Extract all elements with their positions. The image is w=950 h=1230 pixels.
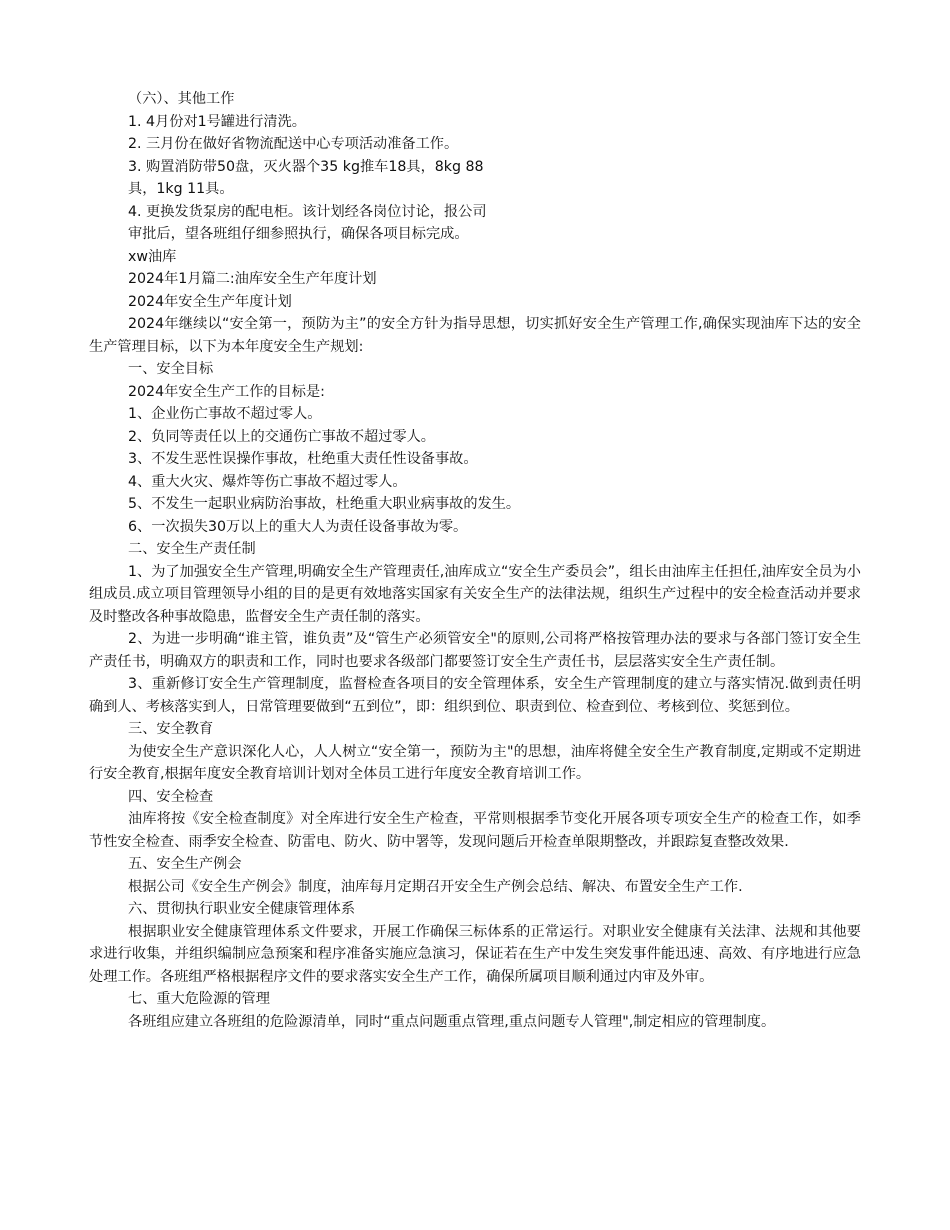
text-line: 审批后，望各班组仔细参照执行，确保各项目标完成。 bbox=[128, 226, 469, 242]
text-line: 3. 购置消防带50盘，灭火器个35 kg推车18具，8kg 88 bbox=[128, 158, 484, 175]
text-line: 2. 三月份在做好省物流配送中心专项活动准备工作。 bbox=[128, 136, 459, 152]
text-line: 五、安全生产例会 bbox=[128, 856, 242, 872]
text-line: 三、安全教育 bbox=[128, 721, 214, 737]
text-line: 2、负同等责任以上的交通伤亡事故不超过零人。 bbox=[128, 428, 435, 445]
text-line: 六、贯彻执行职业安全健康管理体系 bbox=[128, 901, 356, 917]
text-line: 1. 4月份对1号罐进行清洗。 bbox=[128, 113, 306, 130]
paragraph: 油库将按《安全检查制度》对全库进行安全生产检查，平常则根据季节变化开展各项专项安全生产的检查工作，如季节性安全检查、雨季安全检查、防雷电、防火、防中署等，发现问题后开检查单限期整改，并跟踪复查整改效果. bbox=[89, 811, 861, 850]
paragraph: 根据职业安全健康管理体系文件要求，开展工作确保三标体系的正常运行。对职业安全健康有关法津、法规和其他要求进行收集，并组织编制应急预案和程序准备实施应急演习，保证若在生产中发生突发事件能迅速、高效、有序地进行应急处理工作。各班组严格根据程序文件的要求落实安全生产工作，确保所属项目顺利通过内审及外审。 bbox=[89, 923, 861, 985]
text-line: 2024年安全生产年度计划 bbox=[128, 293, 292, 310]
text-line: 一、安全目标 bbox=[128, 361, 214, 377]
paragraph: 2、为进一步明确“谁主管，谁负责”及“管生产必须管安全"的原则,公司将严格按管理办法的要求与各部门签订安全生产责任书，明确双方的职责和工作，同时也要求各级部门都要签订安全生产责任书，层层落实安全生产责任制。 bbox=[89, 631, 861, 670]
paragraph: 各班组应建立各班组的危险源清单，同时“重点问题重点管理,重点问题专人管理",制定相应的管理制度。 bbox=[128, 1013, 776, 1030]
paragraph: 2024年继续以“安全第一，预防为主”的安全方针为指导思想，切实抓好安全生产管理工作,确保实现油库下达的安全生产管理目标，以下为本年度安全生产规划: bbox=[89, 316, 861, 355]
text-line: 1、企业伤亡事故不超过零人。 bbox=[128, 406, 322, 422]
text-line: 4、重大火灾、爆炸等伤亡事故不超过零人。 bbox=[128, 473, 407, 490]
paragraph: 1、为了加强安全生产管理,明确安全生产管理责任,油库成立“安全生产委员会”，组长由油库主任担任,油库安全员为小组成员.成立项目管理领导小组的目的是更有效地落实国家有关安全生产的法律法规，组织生产过程中的安全检查活动并要求及时整改各种事故隐患，监督安全生产责任制的落实。 bbox=[89, 563, 861, 625]
paragraph: 为使安全生产意识深化人心，人人树立“安全第一，预防为主"的思想，油库将健全安全生产教育制度,定期或不定期进行安全教育,根据年度安全教育培训计划对全体员工进行年度安全教育培训工作。 bbox=[89, 743, 861, 782]
text-line: xw油库 bbox=[128, 248, 177, 265]
text-line: 具，1kg 11具。 bbox=[128, 181, 234, 197]
text-line: 二、安全生产责任制 bbox=[128, 541, 256, 557]
text-line: 2024年安全生产工作的目标是: bbox=[128, 383, 325, 400]
text-line: 3、不发生恶性误操作事故，杜绝重大责任性设备事故。 bbox=[128, 451, 478, 467]
text-line: 四、安全检查 bbox=[128, 788, 214, 805]
paragraph: 根据公司《安全生产例会》制度，油库每月定期召开安全生产例会总结、解决、布置安全生产工作. bbox=[128, 878, 743, 895]
text-line: 4. 更换发货泵房的配电柜。该计划经各岗位讨论，报公司 bbox=[128, 203, 487, 220]
text-line: 七、重大危险源的管理 bbox=[128, 991, 270, 1007]
document-page bbox=[89, 88, 861, 1033]
paragraph: 3、重新修订安全生产管理制度，监督检查各项目的安全管理体系，安全生产管理制度的建立与落实情况.做到责任明确到人、考核落实到人，日常管理要做到“五到位”，即：组织到位、职责到位、检查到位、考核到位、奖惩到位。 bbox=[89, 676, 861, 715]
text-line: 2024年1月篇二:油库安全生产年度计划 bbox=[128, 271, 377, 287]
text-line: 6、一次损失30万以上的重大人为责任设备事故为零。 bbox=[128, 518, 468, 535]
text-line: （六）、其他工作 bbox=[128, 91, 235, 107]
text-line: 5、不发生一起职业病防治事故，杜绝重大职业病事故的发生。 bbox=[128, 496, 521, 512]
